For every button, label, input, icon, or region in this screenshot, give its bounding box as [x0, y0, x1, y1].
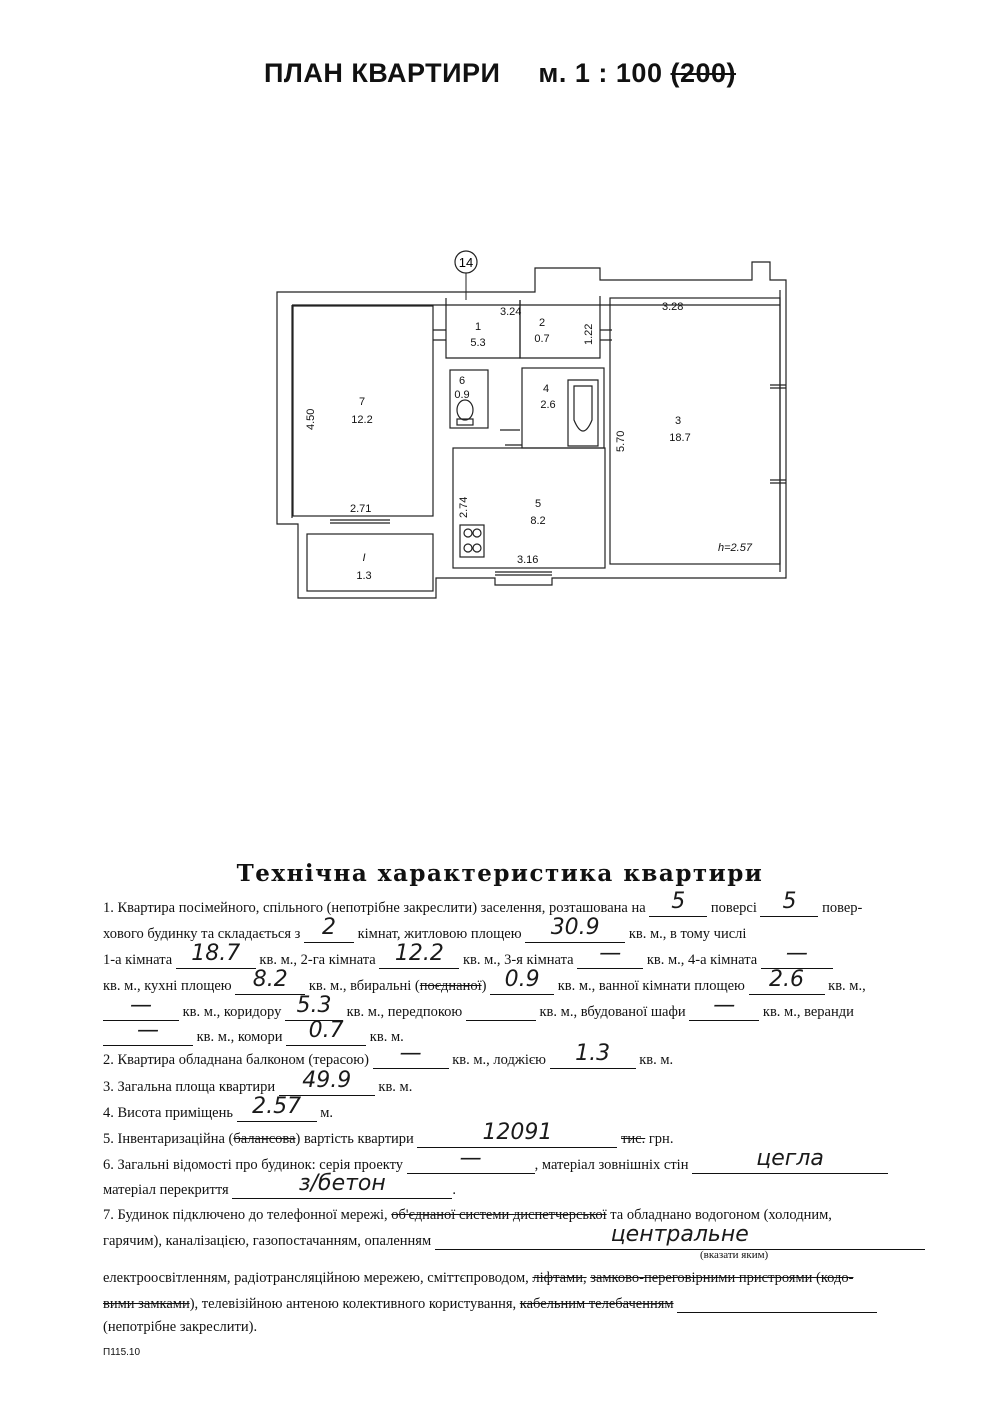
room-3-outline: [610, 298, 780, 564]
section-title: Технічна характеристика квартири: [236, 860, 764, 887]
text: кв. м.: [639, 1052, 674, 1068]
heating-field: [435, 1222, 925, 1250]
room-I-num: I: [362, 552, 366, 564]
text: кв. м., 4-а кімната: [646, 952, 758, 968]
text: кв. м., передпокою: [346, 1004, 463, 1020]
series-field: [407, 1146, 535, 1174]
text: 5. Інвентаризаційна (: [103, 1131, 234, 1147]
text: хового будинку та складається з: [103, 926, 301, 942]
room2-field: [379, 941, 459, 969]
text: гарячим), каналізацією, газопостачанням, опаленням: [103, 1233, 432, 1249]
room-6-area: 0.9: [454, 389, 470, 401]
extra-value: —: [130, 993, 152, 1018]
text: 1-а кімната: [103, 952, 173, 968]
plan-scale-struck: (200): [670, 58, 737, 88]
total-area-value: 49.9: [302, 1068, 352, 1093]
dim-1-22: 1.22: [583, 323, 595, 345]
loggia-value: 1.3: [575, 1041, 611, 1066]
text: кв. м., лоджією: [452, 1052, 546, 1068]
text: кв. м., 2-га кімната: [259, 952, 376, 968]
floor-value: 5: [671, 889, 686, 914]
closet-value: —: [713, 993, 736, 1018]
text: поверсі: [710, 900, 757, 916]
walls-value: цегла: [756, 1146, 824, 1171]
dim-2-74: 2.74: [458, 496, 470, 518]
height-value: 2.57: [252, 1094, 302, 1119]
text: кв. м.: [369, 1029, 404, 1045]
hallway-field: [466, 1002, 536, 1021]
living-area-value: 30.9: [550, 915, 600, 940]
room-1-num: 1: [474, 321, 482, 333]
text: кв. м., комори: [196, 1029, 283, 1045]
room-3-area: 18.7: [669, 432, 691, 444]
loggia-field: [550, 1041, 636, 1069]
floors-total-value: 5: [782, 889, 797, 914]
form-line-6: [103, 1018, 404, 1046]
intercom-struck: замково-переговірними пристроями (кодо-: [590, 1270, 854, 1286]
veranda-value: —: [137, 1018, 159, 1043]
floors-total-field: [760, 889, 818, 917]
form-line-1: [103, 889, 863, 917]
value-value: 12091: [482, 1120, 553, 1145]
text: 1. Квартира посімейного, спільного (непотрібне закреслити) заселення, розташована на: [103, 900, 646, 916]
form-line-7: [103, 1041, 674, 1069]
floor-plan: [0, 0, 1000, 640]
height-field: [237, 1094, 317, 1122]
cable-tv-struck: кабельним телебаченням: [519, 1296, 674, 1312]
form-line-12: матеріал перекриття з/бетон .: [103, 1171, 456, 1198]
storage-value: 0.7: [308, 1018, 344, 1043]
combined-struck: поєднаної: [419, 978, 482, 994]
rooms-count-value: 2: [321, 915, 336, 940]
form-line-11: [103, 1146, 888, 1174]
plan-title-text: ПЛАН КВАРТИРИ: [263, 58, 501, 88]
balcony-field: [373, 1041, 449, 1069]
kitchen-value: 8.2: [252, 967, 288, 992]
text: 3. Загальна площа квартири: [103, 1079, 276, 1095]
form-line-5: [103, 993, 854, 1021]
veranda-field: [103, 1018, 193, 1046]
bathroom-value: 2.6: [769, 967, 805, 992]
series-value: —: [459, 1146, 482, 1171]
room-1-area: 5.3: [470, 337, 486, 349]
form-line-17: (непотрібне закреслити).: [103, 1319, 258, 1335]
bathroom-field: [749, 967, 825, 995]
walls-field: [692, 1146, 888, 1174]
text: кв. м., веранди: [762, 1004, 854, 1020]
closet-field: [689, 993, 759, 1021]
room1-value: 18.7: [191, 941, 241, 966]
thousand-struck: тис.: [621, 1131, 646, 1147]
extra-services-field: [677, 1294, 877, 1313]
room-4-area: 2.6: [540, 399, 556, 411]
rooms-count-field: [304, 915, 354, 943]
form-line-16: [103, 1294, 877, 1313]
heating-value: центральне: [610, 1222, 749, 1247]
floor-material-value: з/бетон: [298, 1171, 386, 1196]
text: кв. м., ванної кімнати площею: [557, 978, 745, 994]
dim-3-24: 3.24: [500, 306, 522, 318]
text: кв. м., в тому числі: [628, 926, 747, 942]
form-line-3: [103, 941, 833, 969]
room-7-area: 12.2: [351, 414, 373, 426]
text: 7. Будинок підключено до телефонної мережі,: [103, 1207, 388, 1223]
form-line-9: [103, 1094, 334, 1122]
room-7-num: 7: [358, 396, 366, 408]
plan-scale: м. 1 : 100: [538, 58, 663, 88]
room-6-num: 6: [458, 375, 466, 387]
text: грн.: [648, 1131, 674, 1147]
balcony-value: —: [399, 1041, 422, 1066]
dim-3-28: 3.28: [662, 301, 684, 313]
form-line-14: [103, 1222, 925, 1250]
room4-value: —: [785, 941, 808, 966]
room-5-outline: [453, 448, 605, 568]
room3-value: —: [599, 941, 622, 966]
text: кв. м., вбиральні (: [308, 978, 420, 994]
text: кв. м., коридору: [182, 1004, 282, 1020]
dim-3-16: 3.16: [517, 554, 539, 566]
form-line-15: [103, 1269, 853, 1287]
room-5-num: 5: [534, 498, 542, 510]
form-code: П115.10: [103, 1347, 141, 1358]
room-5-area: 8.2: [530, 515, 546, 527]
corridor-value: 5.3: [296, 993, 332, 1018]
heating-hint: (вказати яким): [700, 1249, 769, 1261]
room-I-area: 1.3: [356, 570, 372, 582]
room-2-area: 0.7: [534, 333, 550, 345]
text: кв. м., вбудованої шафи: [539, 1004, 686, 1020]
kitchen-field: [235, 967, 305, 995]
text: кв. м.,: [828, 978, 866, 994]
dim-2-71: 2.71: [350, 503, 372, 515]
toilet-value: 0.9: [504, 967, 540, 992]
text: ): [481, 978, 487, 994]
outer-wall: [277, 262, 786, 598]
text: повер-: [822, 900, 863, 916]
text: ), телевізійною антеною колективного користування,: [189, 1296, 517, 1312]
axis-marker: 14: [458, 255, 474, 270]
dim-4-50: 4.50: [305, 408, 317, 430]
text: кв. м., кухні площею: [103, 978, 232, 994]
room3-field: [577, 941, 643, 969]
room-I-outline: [307, 534, 433, 591]
balance-struck: балансова: [233, 1131, 296, 1147]
ceiling-height: h=2.57: [718, 542, 752, 554]
text: ) вартість квартири: [295, 1131, 414, 1147]
text: , матеріал зовнішніх стін: [534, 1157, 689, 1173]
room1-field: [176, 941, 256, 969]
text: кв. м.: [378, 1079, 413, 1095]
text: та обладнано водогоном (холодним,: [610, 1207, 832, 1223]
text: електроосвітленням, радіотрансляційною мережею, сміттєпроводом,: [103, 1270, 529, 1286]
text: кв. м., 3-я кімната: [462, 952, 574, 968]
text: кімнат, житловою площею: [357, 926, 522, 942]
dispatch-struck: об'єднаної системи диспетчерської: [391, 1207, 607, 1223]
text: матеріал перекриття: [103, 1182, 229, 1198]
text: 2. Квартира обладнана балконом (терасою): [103, 1052, 369, 1068]
storage-field: [286, 1018, 366, 1046]
room-3-num: 3: [674, 415, 682, 427]
text: м.: [320, 1105, 334, 1121]
value-field: [417, 1120, 617, 1148]
room-4-num: 4: [542, 383, 550, 395]
form-line-4: [103, 967, 866, 995]
text: 4. Висота приміщень: [103, 1105, 233, 1121]
lifts-struck: ліфтами,: [532, 1270, 587, 1286]
code-locks-struck: вими замками: [103, 1296, 190, 1312]
dim-5-70: 5.70: [615, 430, 627, 452]
form-line-10: [103, 1120, 674, 1148]
room-2-num: 2: [538, 317, 546, 329]
room2-value: 12.2: [394, 941, 444, 966]
floor-field: [649, 889, 707, 917]
text: 6. Загальні відомості про будинок: серія проекту: [103, 1157, 404, 1173]
toilet-field: [490, 967, 554, 995]
